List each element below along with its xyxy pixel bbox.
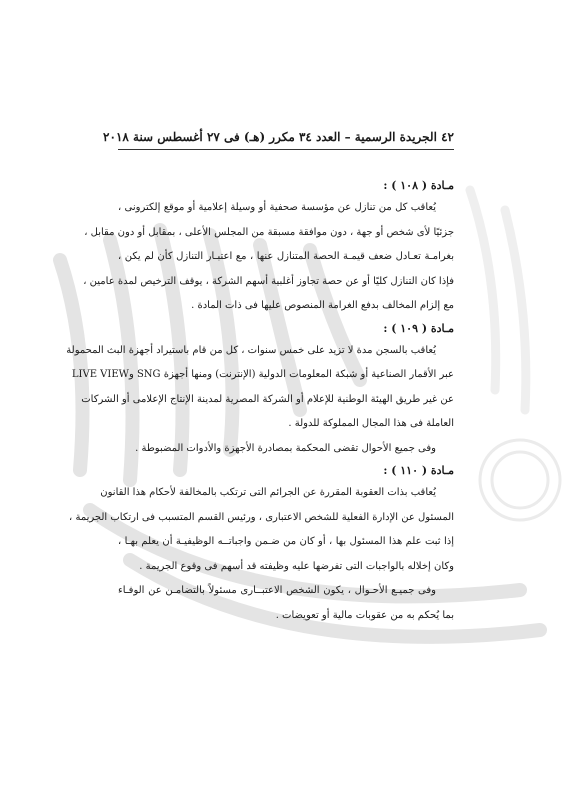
text-line: عبر الأقمار الصناعية أو شبكة المعلومات الدولية (الإنترنت) ومنها أجهزة SNG وLIVE VIEW: [71, 369, 454, 380]
text-line: العاملة فى هذا المجال المملوكة للدولة .: [288, 418, 454, 429]
page-header: ٤٢ الجريدة الرسمية – العدد ٣٤ مكرر (هـ) فى ٢٧ أغسطس سنة ٢٠١٨: [118, 130, 454, 150]
article-title: مـادة ( ١٠٨ ) :: [383, 179, 454, 192]
article-title: مـادة ( ١١٠ ) :: [383, 464, 454, 477]
text-line: بما يُحكم به من عقوبات مالية أو تعويضات .: [275, 609, 454, 621]
document-page: [66, 120, 454, 628]
text-line: بغرامـة تعـادل ضعف قيمـة الحصة المتنازل عنها ، مع اعتبـار التنازل كأن لم يكن ،: [118, 251, 454, 262]
text-line: عن غير طريق الهيئة الوطنية للإعلام أو الشركة المصرية لمدينة الإنتاج الإعلامى أو الشركات: [81, 393, 454, 405]
article-110: [69, 461, 454, 628]
text-line: جزئيًا لأى شخص أو جهة ، دون موافقة مسبقة من المجلس الأعلى ، بمقابل أو دون مقابل ،: [84, 226, 454, 238]
article-title: مـادة ( ١٠٩ ) :: [383, 321, 454, 335]
text-line: وكان إخلاله بالواجبات التى تفرضها عليه وظيفته قد أسهم فى وقوع الجريمة .: [139, 560, 454, 572]
text-line: مع إلزام المخالف بدفع الغرامة المنصوص عليها فى ذات المادة .: [191, 300, 454, 311]
text-line: وفى جميـع الأحـوال ، يكون الشخص الاعتبــارى مسئولاً بالتضامـن عن الوفـاء: [118, 585, 436, 596]
text-line: إذا ثبت علم هذا المسئول بها ، أو كان من ضـمن واجباتــه الوظيفيـة أن يعلم بهـا ،: [118, 536, 454, 547]
text-line: وفى جميع الأحوال تقضى المحكمة بمصادرة الأجهزة والأدوات المضبوطة .: [135, 442, 436, 454]
text-line: يُعاقب كل من تنازل عن مؤسسة صحفية أو وسيلة إعلامية أو موقع إلكترونى ،: [118, 202, 436, 213]
text-line: يُعاقب بذات العقوبة المقررة عن الجرائم التى ترتكب بالمخالفة لأحكام هذا القانون: [100, 487, 436, 498]
article-109: [66, 319, 454, 462]
text-line: فإذا كان التنازل كليًا أو عن حصة تجاوز أغلبية أسهم الشركة ، يوقف الترخيص لمدة عامين ،: [83, 275, 454, 287]
text-line: المسئول عن الإدارة الفعلية للشخص الاعتبارى ، ورئيس القسم المتسبب فى ارتكاب الجريمة ،: [69, 511, 454, 523]
article-108: [83, 176, 454, 319]
text-line: يُعاقب بالسجن مدة لا تزيد على خمس سنوات ، كل من قام باستيراد أجهزة البث المحمولة: [66, 344, 436, 356]
